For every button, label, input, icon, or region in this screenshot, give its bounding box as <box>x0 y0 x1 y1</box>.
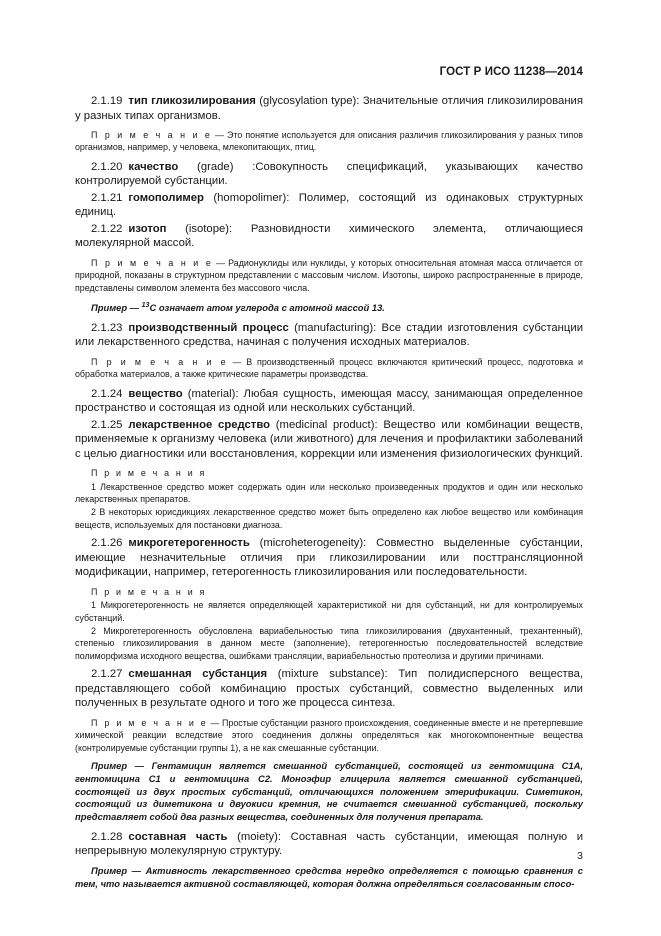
note-2-1-22 <box>75 257 583 294</box>
term-definition: (mixture substance): Тип полидисперсного вещества, представляющего собой комбинацию простых субстанций, совместно выделенных или полученных в результате одного и того же процесса синтеза. <box>75 668 584 710</box>
term-definition: (homopolimer): Полимер, состоящий из одинаковых структурных единиц. <box>75 191 583 219</box>
standard-header: ГОСТ Р ИСО 11238—2014 <box>439 66 583 78</box>
term-name: вещество <box>128 387 183 400</box>
term-definition: (material): Любая сущность, имеющая массу, занимающая определенное пространство и состоящая из одной или нескольких субстанций. <box>75 387 583 415</box>
term-name: гомополимер <box>128 191 204 204</box>
term-definition: (manufacturing): Все стадии изготовления субстанции или лекарственного средства, начиная с получения исходных материалов. <box>75 321 584 349</box>
example-2-1-22 <box>75 300 583 315</box>
term-name: качество <box>128 160 179 173</box>
term-2-1-24 <box>75 387 583 416</box>
term-number: 2.1.24 <box>91 387 123 400</box>
term-2-1-20 <box>75 160 583 189</box>
example-text: C означает атом углерода с атомной массой 13. <box>149 302 385 314</box>
term-2-1-21 <box>75 191 583 220</box>
term-2-1-22 <box>75 222 583 251</box>
term-name: смешанная субстанция <box>128 668 268 681</box>
term-name: составная часть <box>128 830 228 843</box>
term-name: производственный процесс <box>128 321 289 334</box>
term-definition: (medicinal product): Вещество или комбинации веществ, применяемые к организму человека (или животного) для лечения и профилактики заболеваний с целью диагностики или восстановления, коррекции или изменения физиологических функций. <box>75 418 583 460</box>
term-number: 2.1.28 <box>91 830 123 843</box>
term-number: 2.1.26 <box>91 537 123 550</box>
term-definition: (isotope): Разновидности химического элемента, отличающиеся молекулярной массой. <box>75 222 583 250</box>
note-label: П р и м е ч а н и е <box>91 717 208 728</box>
term-number: 2.1.23 <box>91 321 123 334</box>
notes-heading-2-1-25: П р и м е ч а н и я <box>91 468 207 479</box>
term-2-1-23 <box>75 321 583 350</box>
note-label: П р и м е ч а н и е <box>91 356 228 367</box>
notes-heading-2-1-26: П р и м е ч а н и я <box>91 586 207 597</box>
page-number: 3 <box>577 850 583 862</box>
term-name: микрогетерогенность <box>128 537 250 550</box>
note-label: П р и м е ч а н и е <box>91 257 213 268</box>
term-definition: (microheterogeneity): Совместно выделенные субстанции, имеющие незначительные отличия при гликозилировании или посттрансляционной модификации, например, гетерогенность гликозилирования или последовательности. <box>75 537 583 579</box>
term-number: 2.1.25 <box>91 418 123 431</box>
term-name: лекарственное средство <box>128 418 271 431</box>
term-definition: (moiety): Составная часть субстанции, имеющая полную и непрерывную молекулярную структуру. <box>75 830 584 858</box>
note-item: 1 Микрогетерогенность не является определяющей характеристикой ни для субстанций, ни для контролируемых субстанций. <box>75 600 583 623</box>
term-number: 2.1.22 <box>91 222 123 235</box>
term-definition: (grade) :Совокупность спецификаций, указывающих качество контролируемой субстанции. <box>75 160 583 188</box>
note-item: 1 Лекарственное средство может содержать один или несколько произведенных продуктов и один или несколько лекарственных препаратов. <box>75 481 583 505</box>
term-number: 2.1.21 <box>91 191 123 204</box>
note-text: — Это понятие используется для описания различия гликозилирования у разных типов организмов, например, у человека, млекопитающих, птиц. <box>75 130 583 153</box>
term-name: изотоп <box>128 222 167 235</box>
note-text: — В производственный процесс включаются критический процесс, подготовка и обработка материалов, а также критические параметры производства. <box>75 356 583 380</box>
example-prefix: Пример — <box>91 302 142 314</box>
term-2-1-27 <box>75 667 583 711</box>
term-name: тип гликозилирования <box>128 95 256 107</box>
note-text: — Простые субстанции разного происхождения, соединенные вместе и не претерпевшие химической реакции вследствие этого соединения должны определяться как многокомпонентные вещества (контролируемые субстанции группы 1), а не как смешанные субстанции. <box>75 717 583 753</box>
note-item: 2 В некоторых юрисдикциях лекарственное средство может быть определено как любое вещество или комбинация веществ, используемых для постановки диагноза. <box>75 507 583 530</box>
page-content <box>75 94 583 897</box>
mass-number: 13 <box>141 302 150 310</box>
note-2-1-27 <box>75 717 583 754</box>
note-label: П р и м е ч а н и е <box>91 130 212 140</box>
note-2-1-23 <box>75 356 583 381</box>
example-2-1-28: Пример — Активность лекарственного средства нередко определяется с помощью сравнения с тем, что называется активной составляющей, которая должна определяться согласованным спосо- <box>75 864 583 889</box>
example-2-1-27: Пример — Гентамицин является смешанной субстанцией, состоящей из гентомицина C1A, гентомицина C1 и гентомицина C2. Моноэфир глицерила является смешанной субстанцией, состоящей из двух простых субстанций, отличающихся положением этерификации. Симетикон, состоящий из диметикона и двуокиси кремния, не считается смешанной субстанцией, поскольку представляет собой два разных вещества, соединенных для получения препарата. <box>75 759 583 823</box>
term-2-1-19 <box>75 94 583 123</box>
note-2-1-19 <box>75 129 583 154</box>
term-2-1-25 <box>75 418 583 462</box>
note-item: 2 Микрогетерогенность обусловлена вариабельностью типа гликозилирования (двухантенный, трехантенный), степенью гликозилирования в данном месте (заполнение), гетерогенностью последовательностей вследствие полиморфизма исходного вещества, ошибками трансляции, вариабельностью протеолиза и другими причинами. <box>75 626 583 661</box>
term-number: 2.1.19 <box>91 95 123 107</box>
term-number: 2.1.27 <box>91 668 123 681</box>
term-2-1-26 <box>75 536 583 580</box>
term-2-1-28 <box>75 830 583 859</box>
term-number: 2.1.20 <box>91 160 123 173</box>
term-definition: (glycosylation type): Значительные отличия гликозилирования у разных типах организмов. <box>75 95 583 122</box>
note-text: — Радионуклиды или нуклиды, у которых относительная атомная масса отличается от природной, показаны в структурном представлении с массовым числом. Изотопы, широко распространенные в природе, представлены символом элемента без массового числа. <box>75 257 583 293</box>
